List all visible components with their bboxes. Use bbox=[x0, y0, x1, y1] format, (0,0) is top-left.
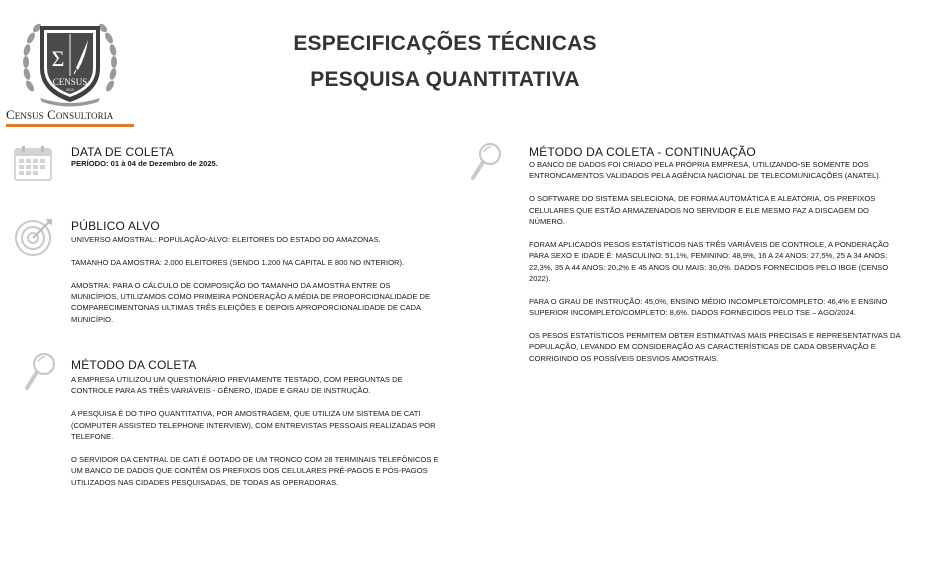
metodo-p2: A PESQUISA É DO TIPO QUANTITATIVA, POR AMOSTRAGEM, QUE UTILIZA UM SISTEMA DE CATI (COMPUTER ASSISTED TELEPHONE INTERVIEW), COM ENTREVISTAS PESSOAIS REALIZADAS POR TELEFONE. bbox=[71, 409, 436, 442]
amostra-text: AMOSTRA: PARA O CÁLCULO DE COMPOSIÇÃO DO TAMANHO DA AMOSTRA ENTRE OS MUNICÍPIOS, UTILIZAMOS COMO PRIMEIRA PONDERAÇÃO A MÉDIA DE PROPORCIONALIDADE DE COMPARECIMENTONAS ULTIMAS TRÊS ELEIÇÕES E DEPOIS APROPORCIONALIDADE DE CADA MUNICÍPIO. bbox=[71, 280, 431, 324]
section-title-data-coleta: DATA DE COLETA bbox=[71, 145, 174, 159]
continuacao-p5: OS PESOS ESTATÍSTICOS PERMITEM OBTER ESTIMATIVAS MAIS PRECISAS E REPRESENTATIVAS DA POPULAÇÃO, LEVANDO EM CONSIDERAÇÃO AS CARACTERÍSTICAS DE CADA OBSERVAÇÃO E CORRIGINDO OS POSSÍVEIS DESVIOS AMOSTRAIS. bbox=[529, 331, 901, 363]
emblem-text: CENSUS bbox=[52, 77, 88, 87]
universo-amostral-text: UNIVERSO AMOSTRAL: POPULAÇÃO-ALVO: ELEITORES DO ESTADO DO AMAZONAS. bbox=[71, 235, 381, 244]
calendar-icon bbox=[14, 145, 52, 181]
magnifier-icon bbox=[24, 352, 58, 392]
logo-underline bbox=[6, 124, 134, 127]
continuacao-p2: O SOFTWARE DO SISTEMA SELECIONA, DE FORMA AUTOMÁTICA E ALEATÓRIA, OS PREFIXOS CELULARES QUE ESTÃO ARMAZENADOS NO SERVIDOR E ELE MESMO FAZ A DISCAGEM DO NÚMERO. bbox=[529, 194, 876, 227]
emblem-year: 2013 bbox=[66, 88, 74, 92]
section-body-publico-alvo bbox=[71, 234, 439, 337]
company-logo bbox=[4, 10, 136, 125]
target-icon bbox=[13, 216, 55, 258]
section-title-publico-alvo: PÚBLICO ALVO bbox=[71, 219, 160, 233]
metodo-p3: O SERVIDOR DA CENTRAL DE CATI É DOTADO DE UM TRONCO COM 28 TERMINAIS TELEFÔNICOS E UM BANCO DE DADOS QUE CONTÊM OS PREFIXOS DOS CELULARES PRÉ-PAGOS E PÓS-PAGOS UTILIZADOS NAS CIDADES PESQUISADAS, DE TODAS AS OPERADORAS. bbox=[71, 454, 439, 487]
company-name: Census Consultoria bbox=[6, 107, 114, 122]
section-title-metodo-continuacao: MÉTODO DA COLETA - CONTINUAÇÃO bbox=[529, 145, 756, 159]
page-title: ESPECIFICAÇÕES TÉCNICAS bbox=[293, 32, 597, 55]
section-body-metodo-continuacao bbox=[529, 159, 903, 376]
continuacao-p1: O BANCO DE DADOS FOI CRIADO PELA PRÓPRIA EMPRESA, UTILIZANDO-SE SOMENTE DOS ENTRONCAMENTOS VALIDADOS PELA AGÊNCIA NACIONAL DE TELECOMUNICAÇÕES (ANATEL). bbox=[529, 160, 881, 181]
census-emblem bbox=[20, 16, 120, 108]
continuacao-p3: FORAM APLICADOS PESOS ESTATÍSTICOS NAS TRÊS VARIÁVEIS DE CONTROLE, A PONDERAÇÃO PARA SEXO E IDADE É: MASCULINO: 51,1%, FEMININO: 48,9%, 16 A 24 ANOS: 27,5%, 25 A 34 ANOS: 22,3%, 35 A 44 ANOS: 20,2% E 45 ANOS OU MAIS: 30,0%. DADOS FORNECIDOS PELO IBGE (CENSO 2022). bbox=[529, 239, 889, 284]
section-body-metodo-coleta bbox=[71, 374, 439, 499]
tamanho-amostra-text: TAMANHO DA AMOSTRA: 2.000 ELEITORES (SENDO 1.200 NA CAPITAL E 800 NO INTERIOR). bbox=[71, 257, 405, 267]
periodo-text: PERÍODO: 01 à 04 de Dezembro de 2025. bbox=[71, 159, 218, 168]
magnifier-icon bbox=[470, 142, 504, 182]
page-subtitle: PESQUISA QUANTITATIVA bbox=[310, 68, 580, 91]
svg-text:Σ: Σ bbox=[51, 46, 65, 71]
metodo-p1: A EMPRESA UTILIZOU UM QUESTIONÁRIO PREVIAMENTE TESTADO, COM PERGUNTAS DE CONTROLE PARA AS TRÊS VARIÁVEIS - GÊNERO, IDADE E GRAU DE INSTRUÇÃO. bbox=[71, 375, 403, 396]
page-header bbox=[230, 26, 660, 98]
section-body-data-coleta bbox=[71, 158, 431, 181]
continuacao-p4: PARA O GRAU DE INSTRUÇÃO: 45,0%, ENSINO MÉDIO INCOMPLETO/COMPLETO: 46,4% E ENSINO SUPERIOR INCOMPLETO/COMPLETO: 8,6%. DADOS FORNECIDOS PELO TSE – AGO/2024. bbox=[529, 296, 888, 318]
section-title-metodo-coleta: MÉTODO DA COLETA bbox=[71, 358, 197, 372]
